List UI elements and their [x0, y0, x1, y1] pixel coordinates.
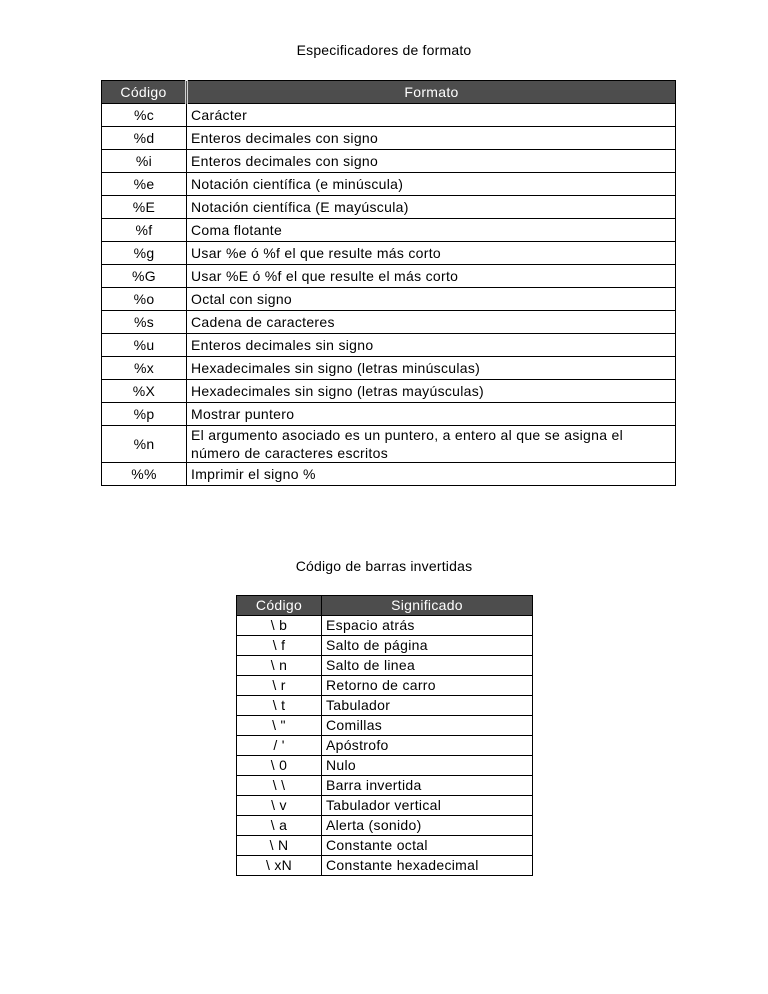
code-cell: \ b — [237, 616, 322, 636]
description-cell: Tabulador — [322, 696, 533, 716]
table-row — [237, 636, 533, 656]
table-row — [102, 334, 676, 357]
code-cell: \ f — [237, 636, 322, 656]
code-cell: \ N — [237, 836, 322, 856]
code-cell: %f — [102, 219, 187, 242]
description-cell: Barra invertida — [322, 776, 533, 796]
code-cell: %e — [102, 173, 187, 196]
code-cell: %p — [102, 403, 187, 426]
description-cell: Usar %e ó %f el que resulte más corto — [187, 242, 676, 265]
description-cell: Hexadecimales sin signo (letras mayúsculas) — [187, 380, 676, 403]
code-cell: \ v — [237, 796, 322, 816]
table-row — [102, 173, 676, 196]
code-cell: %i — [102, 150, 187, 173]
code-cell: %s — [102, 311, 187, 334]
description-cell: Enteros decimales con signo — [187, 150, 676, 173]
description-cell: Enteros decimales sin signo — [187, 334, 676, 357]
code-cell: \ \ — [237, 776, 322, 796]
format-column-header: Formato — [187, 81, 676, 104]
description-cell: Mostrar puntero — [187, 403, 676, 426]
description-cell: Comillas — [322, 716, 533, 736]
table-row — [237, 776, 533, 796]
description-cell: El argumento asociado es un puntero, a entero al que se asigna el número de caracteres escritos — [187, 426, 676, 463]
code-column-header: Código — [237, 596, 322, 616]
table-row — [237, 816, 533, 836]
description-cell: Hexadecimales sin signo (letras minúsculas) — [187, 357, 676, 380]
table-row — [237, 676, 533, 696]
code-cell: %n — [102, 426, 187, 463]
code-cell: \ r — [237, 676, 322, 696]
table-row — [237, 736, 533, 756]
table-row — [237, 716, 533, 736]
code-cell: %c — [102, 104, 187, 127]
description-cell: Notación científica (e minúscula) — [187, 173, 676, 196]
description-cell: Tabulador vertical — [322, 796, 533, 816]
table-row — [237, 796, 533, 816]
table-row — [102, 265, 676, 288]
description-cell: Espacio atrás — [322, 616, 533, 636]
table-row — [102, 403, 676, 426]
escape-codes-title: Código de barras invertidas — [295, 558, 473, 574]
code-cell: / ' — [237, 736, 322, 756]
description-cell: Constante octal — [322, 836, 533, 856]
table-row — [237, 696, 533, 716]
table-row — [102, 196, 676, 219]
table-row — [237, 756, 533, 776]
code-cell: \ 0 — [237, 756, 322, 776]
code-cell: %o — [102, 288, 187, 311]
code-cell: \ " — [237, 716, 322, 736]
description-cell: Nulo — [322, 756, 533, 776]
description-cell: Usar %E ó %f el que resulte el más corto — [187, 265, 676, 288]
description-cell: Constante hexadecimal — [322, 856, 533, 876]
code-cell: \ n — [237, 656, 322, 676]
code-cell: \ t — [237, 696, 322, 716]
table-row — [102, 463, 676, 486]
table-row — [102, 242, 676, 265]
table-header-row — [237, 596, 533, 616]
code-cell: %E — [102, 196, 187, 219]
table-row — [102, 150, 676, 173]
code-cell: %g — [102, 242, 187, 265]
table-row — [237, 656, 533, 676]
code-cell: \ a — [237, 816, 322, 836]
description-cell: Apóstrofo — [322, 736, 533, 756]
code-cell: %u — [102, 334, 187, 357]
description-cell: Carácter — [187, 104, 676, 127]
code-cell: %d — [102, 127, 187, 150]
table-row — [102, 380, 676, 403]
table-row — [102, 357, 676, 380]
table-row — [102, 104, 676, 127]
table-row — [237, 616, 533, 636]
table-row — [102, 288, 676, 311]
code-column-header: Código — [102, 81, 187, 104]
description-cell: Enteros decimales con signo — [187, 127, 676, 150]
code-cell: %X — [102, 380, 187, 403]
description-cell: Retorno de carro — [322, 676, 533, 696]
description-cell: Salto de linea — [322, 656, 533, 676]
table-row — [102, 426, 676, 463]
code-cell: %% — [102, 463, 187, 486]
table-row — [237, 836, 533, 856]
code-cell: \ xN — [237, 856, 322, 876]
description-cell: Alerta (sonido) — [322, 816, 533, 836]
table-row — [237, 856, 533, 876]
table-row — [102, 127, 676, 150]
format-specifiers-table — [101, 80, 676, 486]
meaning-column-header: Significado — [322, 596, 533, 616]
description-cell: Coma flotante — [187, 219, 676, 242]
code-cell: %x — [102, 357, 187, 380]
description-cell: Notación científica (E mayúscula) — [187, 196, 676, 219]
description-cell: Cadena de caracteres — [187, 311, 676, 334]
code-cell: %G — [102, 265, 187, 288]
description-cell: Octal con signo — [187, 288, 676, 311]
format-specifiers-title: Especificadores de formato — [296, 42, 472, 58]
table-header-row — [102, 81, 676, 104]
description-cell: Salto de página — [322, 636, 533, 656]
description-cell: Imprimir el signo % — [187, 463, 676, 486]
table-row — [102, 311, 676, 334]
escape-codes-table — [236, 595, 533, 876]
table-row — [102, 219, 676, 242]
